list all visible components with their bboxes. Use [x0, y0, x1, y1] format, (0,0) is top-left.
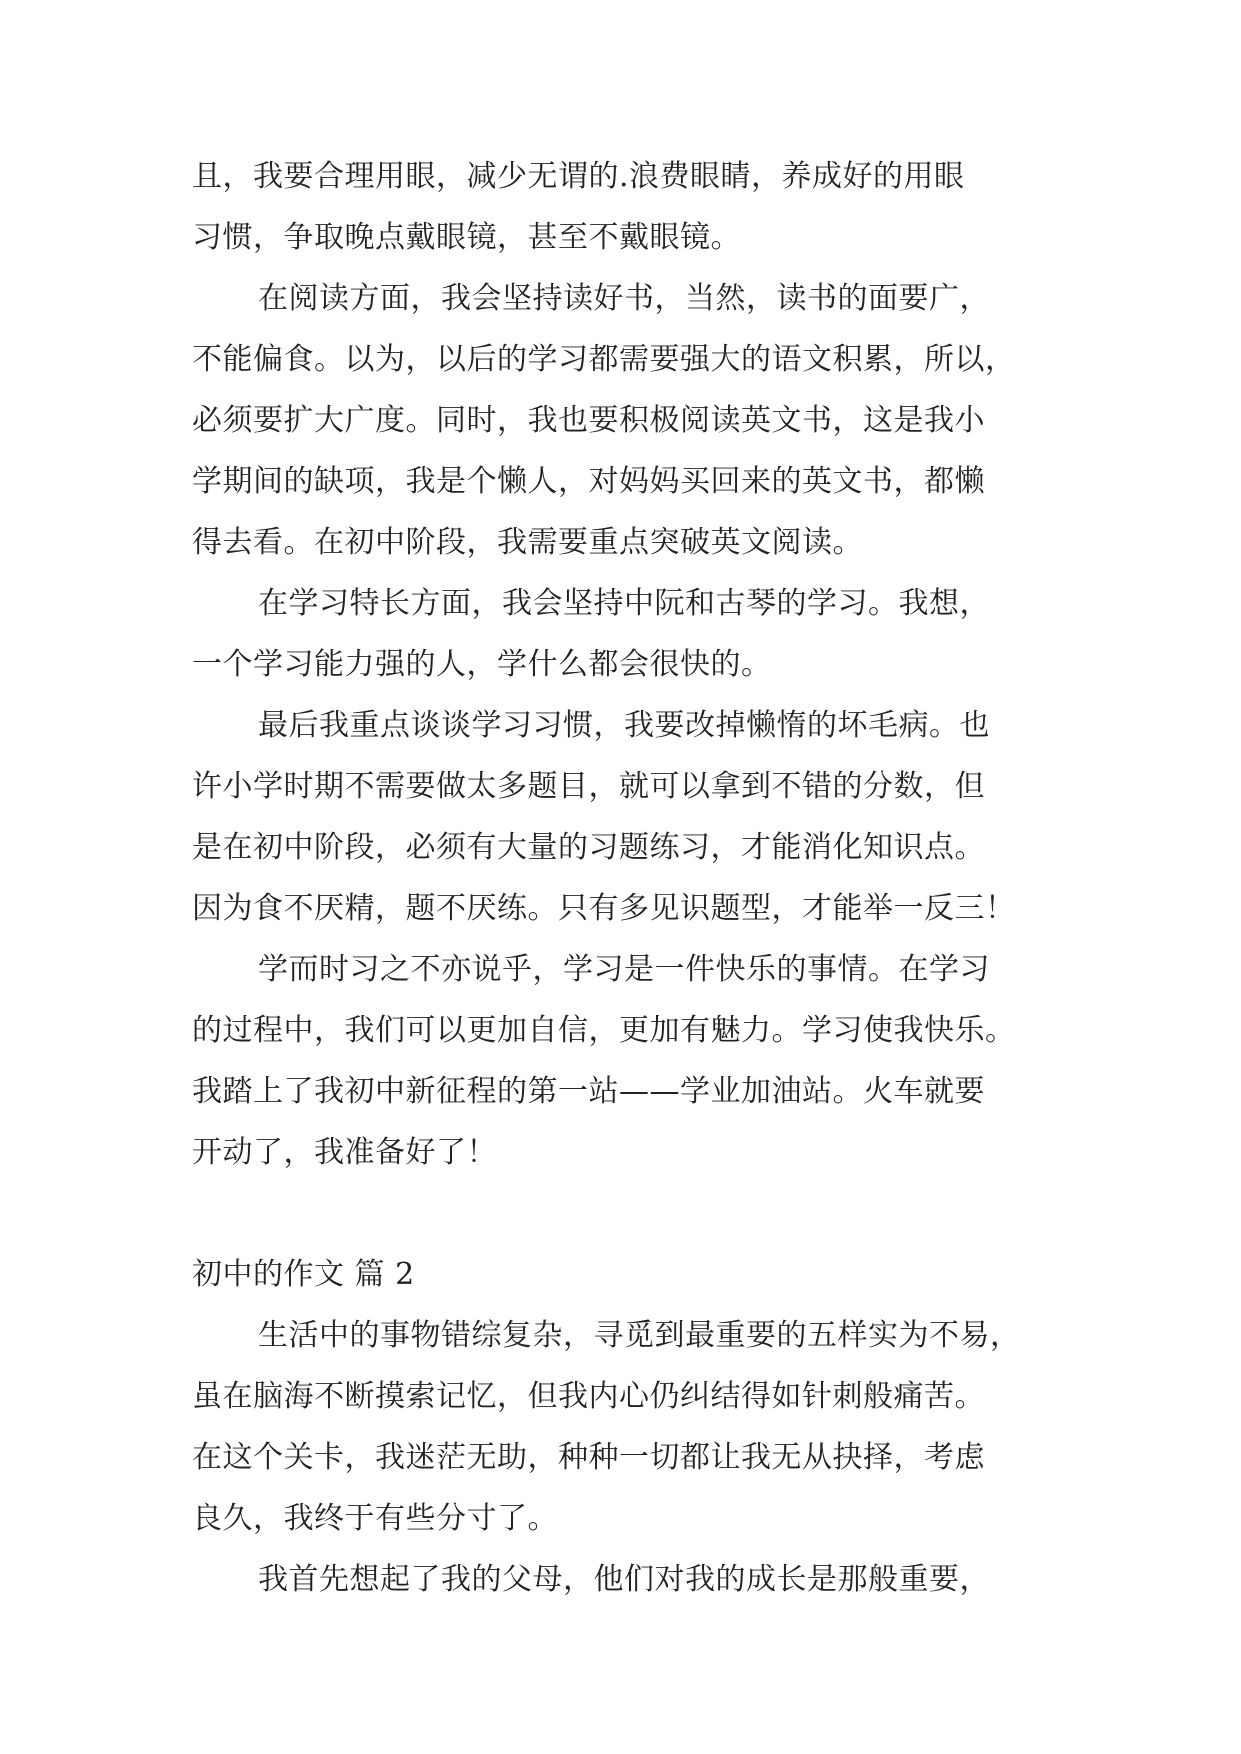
text-line: 学而时习之不亦说乎，学习是一件快乐的事情。在学习	[258, 952, 990, 987]
text-line: 开动了，我准备好了！	[192, 1135, 497, 1170]
text-line: 虽在脑海不断摸索记忆，但我内心仍纠结得如针刺般痛苦。	[192, 1379, 985, 1414]
text-line: 我首先想起了我的父母，他们对我的成长是那般重要，	[258, 1562, 990, 1597]
text-line: 因为食不厌精，题不厌练。只有多见识题型，才能举一反三！	[192, 891, 1016, 926]
text-line: 生活中的事物错综复杂，寻觅到最重要的五样实为不易，	[258, 1318, 1021, 1353]
section-gap	[192, 1195, 1072, 1256]
text-line: 在学习特长方面，我会坚持中阮和古琴的学习。我想，	[258, 586, 990, 621]
text-line: 在阅读方面，我会坚持读好书，当然，读书的面要广，	[258, 281, 990, 316]
text-line: 最后我重点谈谈学习习惯，我要改掉懒惰的坏毛病。也	[258, 708, 990, 743]
text-line: 且，我要合理用眼，减少无谓的.浪费眼睛，养成好的用眼	[192, 159, 965, 194]
text-line: 不能偏食。以为，以后的学习都需要强大的语文积累，所以，	[192, 342, 1016, 377]
section-title: 初中的作文 篇 2	[192, 1257, 415, 1292]
text-line: 我踏上了我初中新征程的第一站——学业加油站。火车就要	[192, 1074, 985, 1109]
text-line: 一个学习能力强的人，学什么都会很快的。	[192, 647, 772, 682]
document-page	[192, 158, 1072, 1622]
text-line: 的过程中，我们可以更加自信，更加有魅力。学习使我快乐。	[192, 1013, 1016, 1048]
text-line: 学期间的缺项，我是个懒人，对妈妈买回来的英文书，都懒	[192, 464, 985, 499]
text-line: 习惯，争取晚点戴眼镜，甚至不戴眼镜。	[192, 220, 741, 255]
text-line: 许小学时期不需要做太多题目，就可以拿到不错的分数，但	[192, 769, 985, 804]
text-line: 良久，我终于有些分寸了。	[192, 1501, 558, 1536]
text-line: 是在初中阶段，必须有大量的习题练习，才能消化知识点。	[192, 830, 985, 865]
text-line: 得去看。在初中阶段，我需要重点突破英文阅读。	[192, 525, 863, 560]
text-line: 必须要扩大广度。同时，我也要积极阅读英文书，这是我小	[192, 403, 985, 438]
text-line: 在这个关卡，我迷茫无助，种种一切都让我无从抉择，考虑	[192, 1440, 985, 1475]
